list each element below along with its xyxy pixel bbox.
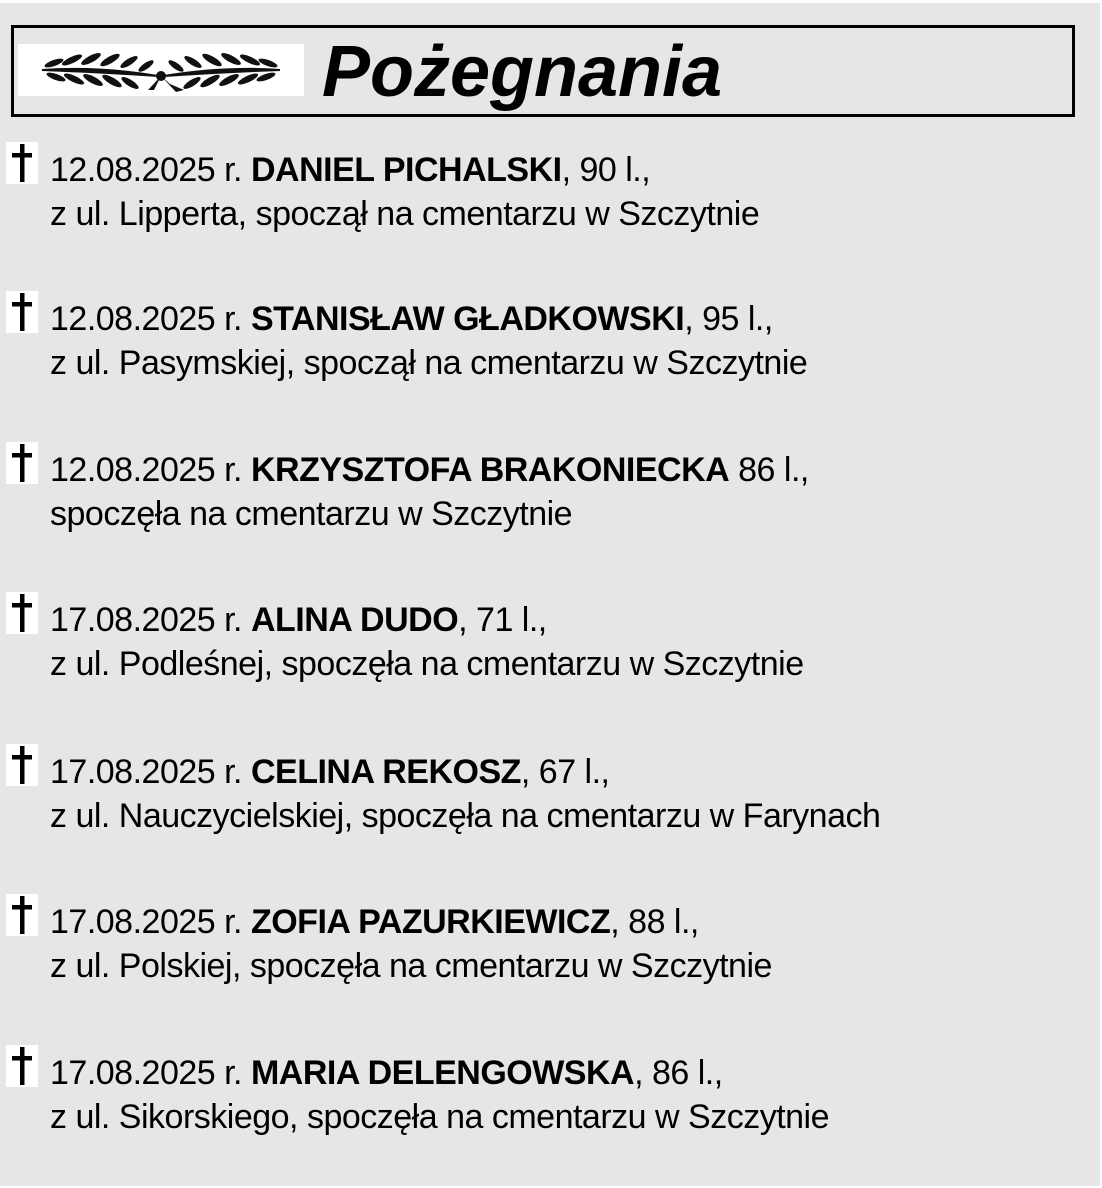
cross-box bbox=[6, 291, 38, 333]
cross-box bbox=[6, 1045, 38, 1087]
laurel-wreath-icon bbox=[38, 46, 284, 94]
cross-icon bbox=[10, 594, 34, 632]
entry-details: z ul. Podleśnej, spoczęła na cmentarzu w Szczytnie bbox=[50, 645, 804, 683]
obituary-entry bbox=[0, 592, 1100, 702]
entry-age: , 88 l., bbox=[610, 903, 699, 941]
header-box bbox=[11, 25, 1075, 117]
entry-name: MARIA DELENGOWSKA bbox=[250, 1054, 635, 1092]
entry-details: spoczęła na cmentarzu w Szczytnie bbox=[50, 495, 573, 533]
cross-icon bbox=[10, 144, 34, 182]
obituary-entry bbox=[0, 442, 1100, 552]
entry-age: , 67 l., bbox=[520, 753, 610, 791]
obituary-entry bbox=[0, 291, 1100, 401]
obituary-entry bbox=[0, 744, 1100, 854]
entry-date: 12.08.2025 r. bbox=[50, 151, 243, 189]
entry-headline bbox=[50, 150, 650, 190]
obituary-entry bbox=[0, 142, 1100, 252]
entry-headline bbox=[50, 299, 773, 339]
entry-headline bbox=[50, 450, 809, 490]
entry-date: 17.08.2025 r. bbox=[50, 601, 243, 639]
page-title: Pożegnania bbox=[322, 32, 723, 112]
entry-headline bbox=[50, 600, 547, 640]
entry-age: 86 l., bbox=[729, 451, 809, 489]
cross-box bbox=[6, 142, 38, 184]
cross-icon bbox=[10, 896, 34, 934]
entry-age: , 95 l., bbox=[684, 300, 773, 338]
entry-date: 17.08.2025 r. bbox=[50, 753, 243, 791]
entry-date: 17.08.2025 r. bbox=[50, 1054, 243, 1092]
entry-headline bbox=[50, 1053, 723, 1093]
obituary-entry bbox=[0, 894, 1100, 1004]
entry-age: , 90 l., bbox=[561, 151, 651, 189]
entry-details: z ul. Sikorskiego, spoczęła na cmentarzu w Szczytnie bbox=[50, 1098, 830, 1136]
cross-icon bbox=[10, 1047, 34, 1085]
entry-name: DANIEL PICHALSKI bbox=[250, 151, 562, 189]
cross-icon bbox=[10, 293, 34, 331]
cross-box bbox=[6, 592, 38, 634]
entry-details: z ul. Pasymskiej, spoczął na cmentarzu w Szczytnie bbox=[50, 344, 808, 382]
cross-box bbox=[6, 894, 38, 936]
entry-details: z ul. Polskiej, spoczęła na cmentarzu w Szczytnie bbox=[50, 947, 772, 985]
entry-date: 12.08.2025 r. bbox=[50, 300, 243, 338]
cross-box bbox=[6, 744, 38, 786]
entry-name: STANISŁAW GŁADKOWSKI bbox=[250, 300, 685, 338]
entry-name: ZOFIA PAZURKIEWICZ bbox=[250, 903, 611, 941]
entry-headline bbox=[50, 752, 610, 792]
obituary-entry bbox=[0, 1045, 1100, 1155]
entry-name: ALINA DUDO bbox=[250, 601, 459, 639]
entry-name: CELINA REKOSZ bbox=[250, 753, 521, 791]
cross-icon bbox=[10, 746, 34, 784]
wreath-banner bbox=[18, 44, 304, 96]
cross-box bbox=[6, 442, 38, 484]
obituary-panel bbox=[0, 3, 1100, 1186]
entry-age: , 71 l., bbox=[458, 601, 547, 639]
entry-details: z ul. Lipperta, spoczął na cmentarzu w Szczytnie bbox=[50, 195, 760, 233]
entry-age: , 86 l., bbox=[634, 1054, 723, 1092]
entry-name: KRZYSZTOFA BRAKONIECKA bbox=[250, 451, 730, 489]
entry-headline bbox=[50, 902, 699, 942]
entry-details: z ul. Nauczycielskiej, spoczęła na cmentarzu w Farynach bbox=[50, 797, 881, 835]
cross-icon bbox=[10, 444, 34, 482]
entry-date: 17.08.2025 r. bbox=[50, 903, 243, 941]
entry-date: 12.08.2025 r. bbox=[50, 451, 243, 489]
